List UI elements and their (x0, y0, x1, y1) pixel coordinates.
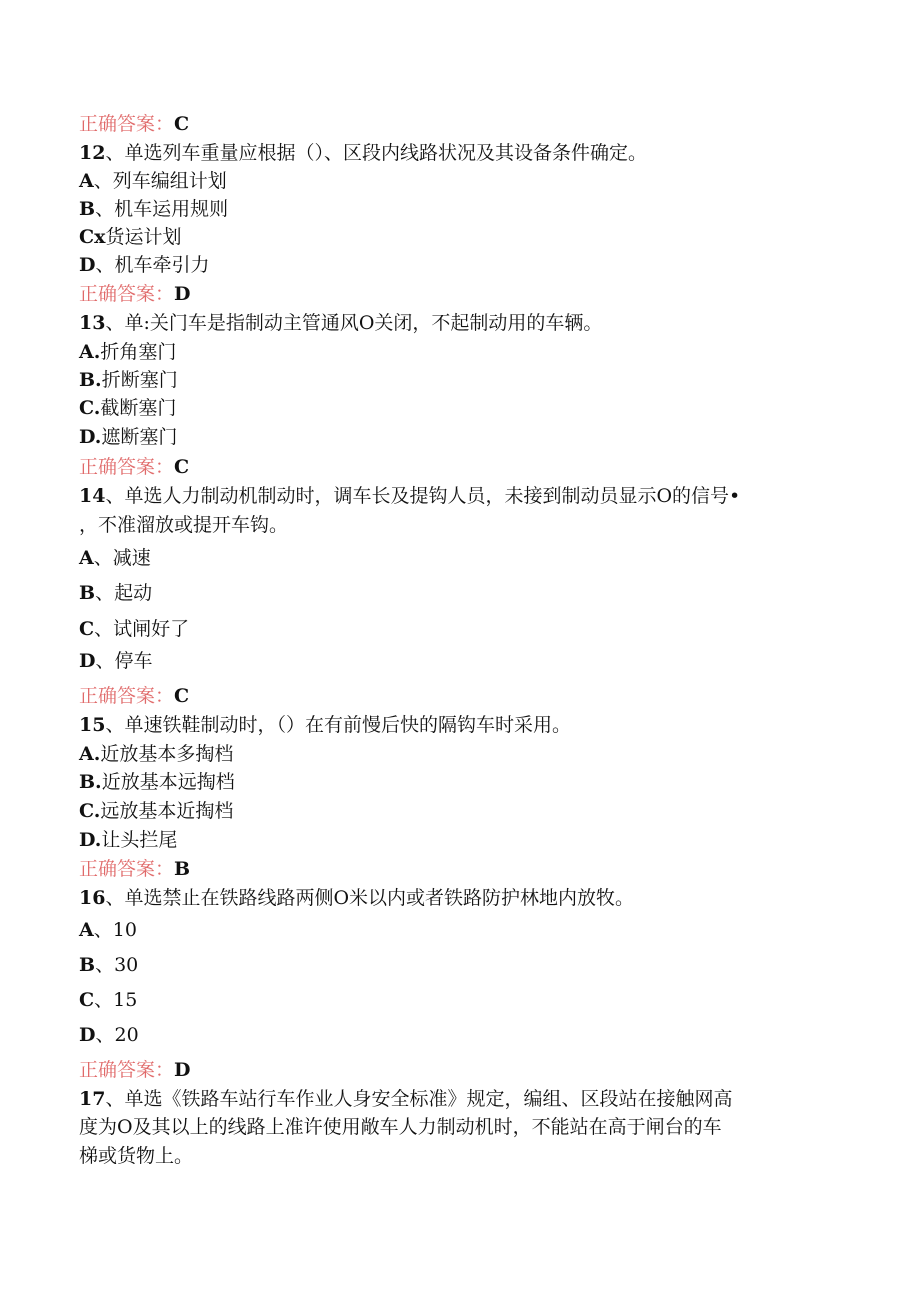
answer-value: C (174, 456, 190, 478)
option-text: 、试闸好了 (94, 618, 190, 640)
option-line (79, 253, 210, 277)
answer-label: 正确答案： (79, 456, 175, 478)
question-number: 17 (79, 1088, 106, 1110)
option-text: 折角塞门 (100, 341, 177, 363)
option-line (79, 425, 177, 449)
answer-label: 正确答案： (79, 283, 175, 305)
option-line (79, 396, 176, 420)
question-text: 、单选列车重量应根据（）、区段内线路状况及其设备条件确定。 (105, 142, 647, 164)
option-line (79, 617, 189, 641)
option-key: B (79, 198, 96, 220)
question-number: 12 (79, 142, 106, 164)
question-text: 、单选《铁路车站行车作业人身安全标准》规定，编组、区段站在接触网高 (105, 1088, 733, 1110)
option-text: 远放基本近掏档 (100, 800, 234, 822)
answer-label: 正确答案： (79, 858, 175, 880)
question-continuation: 度为O及其以上的线路上准许使用敞车人力制动机时，不能站在高于闸台的车 (79, 1116, 722, 1138)
option-line (79, 742, 233, 766)
option-text: 、停车 (95, 650, 153, 672)
answer-value: C (174, 113, 190, 135)
option-key: B (79, 954, 96, 976)
option-line (79, 988, 137, 1012)
answer-line (79, 112, 189, 136)
option-key: D. (79, 829, 102, 851)
option-line (79, 225, 181, 249)
option-key: B. (79, 369, 102, 391)
option-key: A (79, 547, 94, 569)
answer-line (79, 282, 191, 306)
question-number: 13 (79, 312, 106, 334)
answer-label: 正确答案： (79, 113, 175, 135)
option-text: 、机车运用规则 (95, 198, 229, 220)
option-line (79, 197, 228, 221)
option-key: C (79, 989, 95, 1011)
option-line (79, 770, 235, 794)
question-number: 16 (79, 887, 106, 909)
option-key: D (79, 650, 96, 672)
option-line (79, 799, 233, 823)
option-text: 近放基本远掏档 (101, 771, 235, 793)
question-line (79, 484, 740, 508)
question-number: 14 (79, 485, 106, 507)
question-line (79, 886, 634, 910)
option-key: B. (79, 771, 102, 793)
option-line (79, 368, 178, 392)
answer-line (79, 857, 190, 881)
question-continuation: ，不准溜放或提开车钩。 (79, 514, 289, 536)
option-key: D (79, 254, 96, 276)
question-line (79, 713, 571, 737)
question-text: 、单:关门车是指制动主管通风O关闭，不起制动用的车辆。 (105, 312, 603, 334)
answer-line (79, 455, 189, 479)
option-line (79, 1023, 139, 1047)
answer-value: D (174, 1059, 191, 1081)
option-key: A. (79, 743, 101, 765)
answer-line (79, 684, 189, 708)
option-line (79, 649, 153, 673)
question-text: 、单选禁止在铁路线路两侧O米以内或者铁路防护林地内放牧。 (105, 887, 635, 909)
answer-value: C (174, 685, 190, 707)
answer-label: 正确答案： (79, 685, 175, 707)
answer-label: 正确答案： (79, 1059, 175, 1081)
option-line (79, 918, 137, 942)
option-line (79, 953, 138, 977)
option-line (79, 581, 152, 605)
option-key: D (79, 1024, 96, 1046)
option-line (79, 340, 176, 364)
option-text: 让头拦尾 (101, 829, 178, 851)
option-key: C. (79, 397, 101, 419)
option-key: Cx (79, 226, 106, 248)
option-text: 、15 (94, 989, 138, 1011)
option-text: 近放基本多掏档 (100, 743, 234, 765)
option-key: A. (79, 341, 101, 363)
answer-line (79, 1058, 191, 1082)
option-key: D. (79, 426, 102, 448)
option-key: C (79, 618, 95, 640)
option-line (79, 169, 227, 193)
question-line (79, 1087, 732, 1111)
option-text: 、列车编组计划 (93, 170, 227, 192)
answer-value: D (174, 283, 191, 305)
option-line (79, 828, 177, 852)
answer-value: B (174, 858, 191, 880)
option-text: 、起动 (95, 582, 153, 604)
question-text: 、单选人力制动机制动时，调车长及提钩人员，未接到制动员显示O的信号• (105, 485, 741, 507)
option-text: 遮断塞门 (101, 426, 178, 448)
option-key: B (79, 582, 96, 604)
option-text: 、10 (93, 919, 137, 941)
question-text: 、单速铁鞋制动时，（）在有前慢后快的隔钩车时采用。 (105, 714, 571, 736)
option-key: A (79, 170, 94, 192)
option-text: 、机车牵引力 (95, 254, 210, 276)
option-text: 折断塞门 (101, 369, 178, 391)
option-text: 、30 (95, 954, 139, 976)
question-continuation: 梯或货物上。 (79, 1145, 194, 1167)
option-text: 、减速 (93, 547, 151, 569)
question-line (79, 311, 602, 335)
question-number: 15 (79, 714, 106, 736)
option-text: 、20 (95, 1024, 139, 1046)
option-line (79, 546, 151, 570)
option-text: 货运计划 (105, 226, 182, 248)
question-line (79, 141, 647, 165)
option-key: A (79, 919, 94, 941)
option-text: 截断塞门 (100, 397, 177, 419)
option-key: C. (79, 800, 101, 822)
